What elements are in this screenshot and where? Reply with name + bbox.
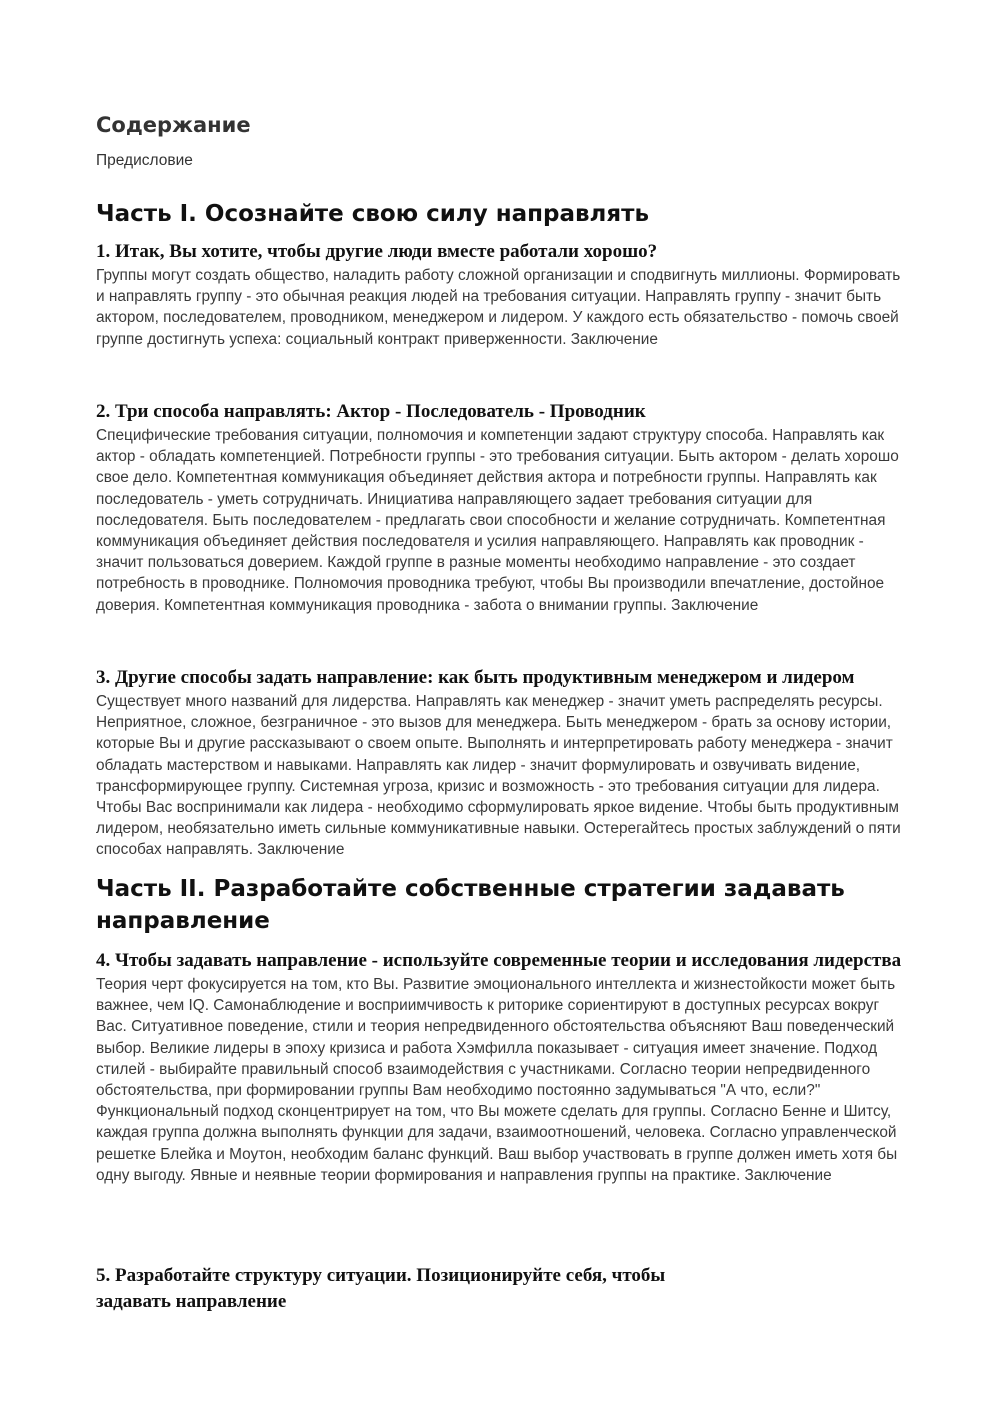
chapter-4-title[interactable]: 4. Чтобы задавать направление - используйте современные теории и исследования лидерства	[96, 950, 902, 971]
part-1-title[interactable]: Часть I. Осознайте свою силу направлять	[96, 201, 650, 227]
chapter-2-summary: Специфические требования ситуации, полномочия и компетенции задают структуру способа. Направлять как актор - обладать компетенцией. Потребности группы - это требования ситуации. Быть актором - делать хорошо свое дело. Компетентная коммуникация объединяет действия актора и потребности группы. Направлять как последователь - уметь сотрудничать. Инициатива направляющего задает требования ситуации для последователя. Быть последователем - предлагать свои способности и желание сотрудничать. Компетентная коммуникация объединяет действия последователя и усилия направляющего. Направлять как проводник - значит пользоваться доверием. Каждой группе в разные моменты необходимо направление - это создает потребность в проводнике. Полномочия проводника требуют, чтобы Вы производили впечатление, достойное доверия. Компетентная коммуникация проводника - забота о внимании группы. Заключение	[96, 427, 899, 614]
chapter-4	[96, 948, 912, 1186]
chapter-4-summary: Теория черт фокусируется на том, кто Вы. Развитие эмоционального интеллекта и жизнестойкости может быть важнее, чем IQ. Самонаблюдение и восприимчивость к риторике сориентируют в доступных ресурсах вокруг Вас. Ситуативное поведение, стили и теория непредвиденного обстоятельства объясняют Ваш поведенческий выбор. Великие лидеры в эпоху кризиса и работа Хэмфилла показывает - ситуация имеет значение. Подход стилей - выбирайте правильный способ взаимодействия с участниками. Согласно теории непредвиденного обстоятельства, при формировании группы Вам необходимо постоянно задумываться "А что, если?" Функциональный подход сконцентрирует на том, что Вы можете сделать для группы. Согласно Бенне и Шитсу, каждая группа должна выполнять функции для задачи, взаимоотношений, человека. Согласно управленческой решетке Блейка и Моутон, необходим баланс функций. Ваш выбор участвовать в группе должен иметь хотя бы одну выгоду. Явные и неявные теории формирования и направления группы на практике. Заключение	[96, 976, 898, 1184]
chapter-1-summary: Группы могут создать общество, наладить работу сложной организации и сподвигнуть миллионы. Формировать и направлять группу - это обычная реакция людей на требования ситуации. Направлять группу - значит быть актором, последователем, проводником, менеджером и лидером. У каждого есть обязательство - помочь своей группе достигнуть успеха: социальный контракт приверженности. Заключение	[96, 267, 901, 348]
chapter-2	[96, 399, 912, 616]
toc-title: Содержание	[96, 113, 251, 137]
chapter-1	[96, 239, 912, 350]
chapter-1-title[interactable]: 1. Итак, Вы хотите, чтобы другие люди вместе работали хорошо?	[96, 241, 658, 262]
chapter-2-title[interactable]: 2. Три способа направлять: Актор - Последователь - Проводник	[96, 401, 646, 422]
chapter-3-title[interactable]: 3. Другие способы задать направление: как быть продуктивным менеджером и лидером	[96, 667, 855, 688]
chapter-3	[96, 665, 912, 861]
chapter-3-summary: Существует много названий для лидерства. Направлять как менеджер - значит уметь распределять ресурсы. Неприятное, сложное, безграничное - это вызов для менеджера. Быть менеджером - брать за основу истории, которые Вы и другие рассказывают о своем опыте. Выполнять и интерпретировать работу менеджера - значит обладать мастерством и навыками. Направлять как лидер - значит формулировать и озвучивать видение, трансформирующее группу. Системная угроза, кризис и возможность - это требования ситуации для лидера. Чтобы Вас воспринимали как лидера - необходимо сформулировать яркое видение. Чтобы быть продуктивным лидером, необязательно иметь сильные коммуникативные навыки. Остерегайтесь простых заблуждений о пяти способах направлять. Заключение	[96, 693, 901, 859]
toc-item-preface[interactable]: Предисловие	[96, 152, 193, 169]
chapter-5	[96, 1263, 736, 1315]
part-2-title[interactable]: Часть II. Разработайте собственные стратегии задавать направление	[96, 876, 845, 934]
chapter-5-title[interactable]: 5. Разработайте структуру ситуации. Позиционируйте себя, чтобы задавать направление	[96, 1265, 666, 1312]
